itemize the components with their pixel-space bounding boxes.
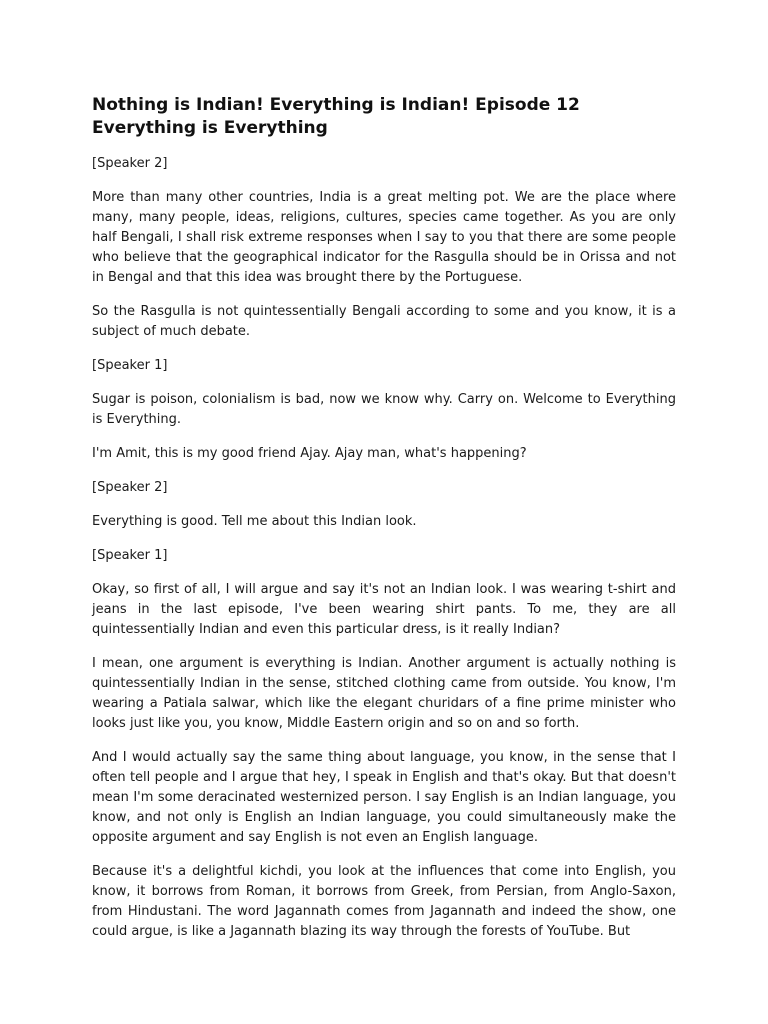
transcript-paragraph: Everything is good. Tell me about this Indian look. [92,514,417,529]
speaker-label: [Speaker 1] [92,548,168,563]
transcript-paragraph: Okay, so first of all, I will argue and say it's not an Indian look. I was wearing t-shirt and jeans in the last episode, I've been wearing shirt pants. To me, they are all quintessentially Indian and even this particular dress, is it really Indian? [92,582,676,637]
transcript-paragraph: Sugar is poison, colonialism is bad, now we know why. Carry on. Welcome to Everything is Everything. [92,392,676,427]
transcript-paragraph: I'm Amit, this is my good friend Ajay. Ajay man, what's happening? [92,446,527,461]
transcript-paragraph: Because it's a delightful kichdi, you look at the influences that come into English, you know, it borrows from Roman, it borrows from Greek, from Persian, from Anglo-Saxon, from Hindustani. The word Jagannath comes from Jagannath and indeed the show, one could argue, is like a Jagannath blazing its way through the forests of YouTube. But [92,864,676,939]
speaker-label: [Speaker 1] [92,358,168,373]
document-title: Nothing is Indian! Everything is Indian! Episode 12 Everything is Everything [92,95,580,138]
speaker-label: [Speaker 2] [92,156,168,171]
document-page [92,94,676,956]
speaker-label: [Speaker 2] [92,480,168,495]
transcript-paragraph: I mean, one argument is everything is Indian. Another argument is actually nothing is quintessentially Indian in the sense, stitched clothing came from outside. You know, I'm wearing a Patiala salwar, which like the elegant churidars of a fine prime minister who looks just like you, you know, Middle Eastern origin and so on and so forth. [92,656,676,731]
transcript-paragraph: So the Rasgulla is not quintessentially Bengali according to some and you know, it is a subject of much debate. [92,304,676,339]
transcript-paragraph: And I would actually say the same thing about language, you know, in the sense that I often tell people and I argue that hey, I speak in English and that's okay. But that doesn't mean I'm some deracinated westernized person. I say English is an Indian language, you know, and not only is English an Indian language, you could simultaneously make the opposite argument and say English is not even an English language. [92,750,676,845]
transcript-paragraph: More than many other countries, India is a great melting pot. We are the place where many, many people, ideas, religions, cultures, species came together. As you are only half Bengali, I shall risk extreme responses when I say to you that there are some people who believe that the geographical indicator for the Rasgulla should be in Orissa and not in Bengal and that this idea was brought there by the Portuguese. [92,190,676,285]
